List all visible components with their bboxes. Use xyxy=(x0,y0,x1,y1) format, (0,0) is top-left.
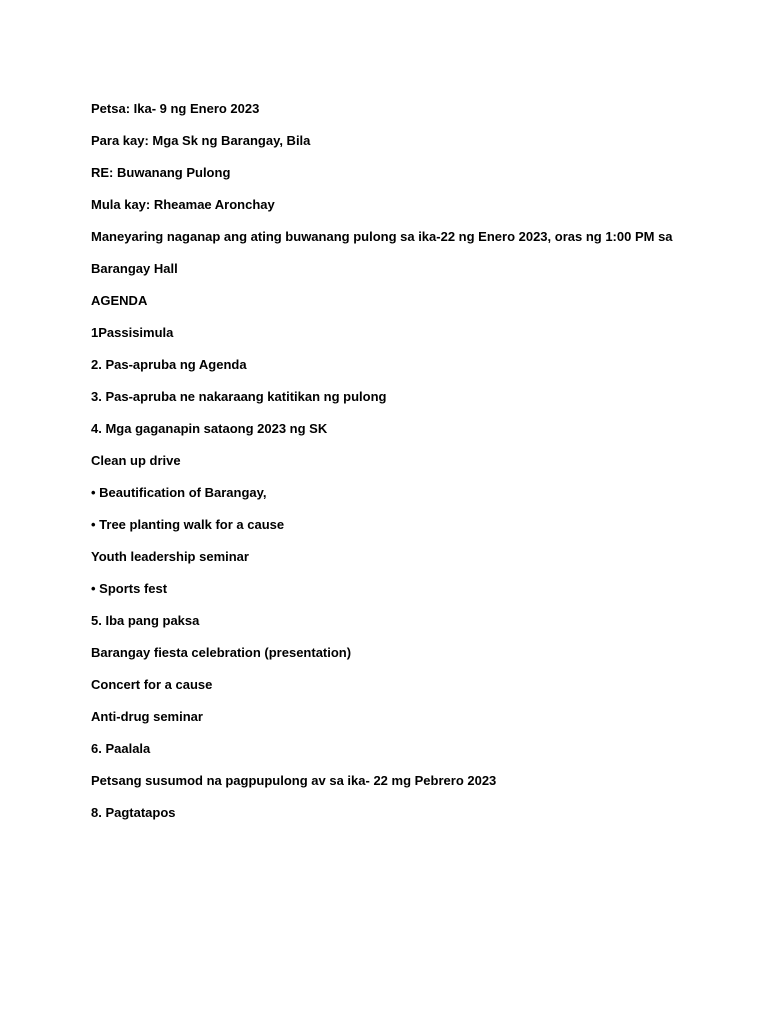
sender-line: Mula kay: Rheamae Aronchay xyxy=(91,197,275,212)
date-line: Petsa: Ika- 9 ng Enero 2023 xyxy=(91,101,260,116)
agenda-item: 3. Pas-apruba ne nakaraang katitikan ng pulong xyxy=(91,389,387,404)
agenda-subitem: Anti-drug seminar xyxy=(91,709,203,724)
agenda-subitem: Youth leadership seminar xyxy=(91,549,249,564)
intro-line-continued: Barangay Hall xyxy=(91,261,178,276)
agenda-item: 6. Paalala xyxy=(91,741,151,756)
agenda-bullet: • Tree planting walk for a cause xyxy=(91,517,285,532)
agenda-item: 1Passisimula xyxy=(91,325,174,340)
agenda-heading: AGENDA xyxy=(91,293,148,308)
agenda-subitem: Concert for a cause xyxy=(91,677,213,692)
agenda-bullet: • Beautification of Barangay, xyxy=(91,485,267,500)
recipient-line: Para kay: Mga Sk ng Barangay, Bila xyxy=(91,133,311,148)
agenda-item: 8. Pagtatapos xyxy=(91,805,176,820)
subject-line: RE: Buwanang Pulong xyxy=(91,165,231,180)
agenda-bullet: • Sports fest xyxy=(91,581,168,596)
agenda-item: 5. Iba pang paksa xyxy=(91,613,200,628)
agenda-item: 2. Pas-apruba ng Agenda xyxy=(91,357,247,372)
next-meeting-line: Petsang susumod na pagpupulong av sa ika- 22 mg Pebrero 2023 xyxy=(91,773,497,788)
intro-line: Maneyaring naganap ang ating buwanang pulong sa ika-22 ng Enero 2023, oras ng 1:00 PM sa xyxy=(91,229,673,244)
agenda-subitem: Clean up drive xyxy=(91,453,181,468)
agenda-item: 4. Mga gaganapin sataong 2023 ng SK xyxy=(91,421,328,436)
agenda-subitem: Barangay fiesta celebration (presentation) xyxy=(91,645,352,660)
